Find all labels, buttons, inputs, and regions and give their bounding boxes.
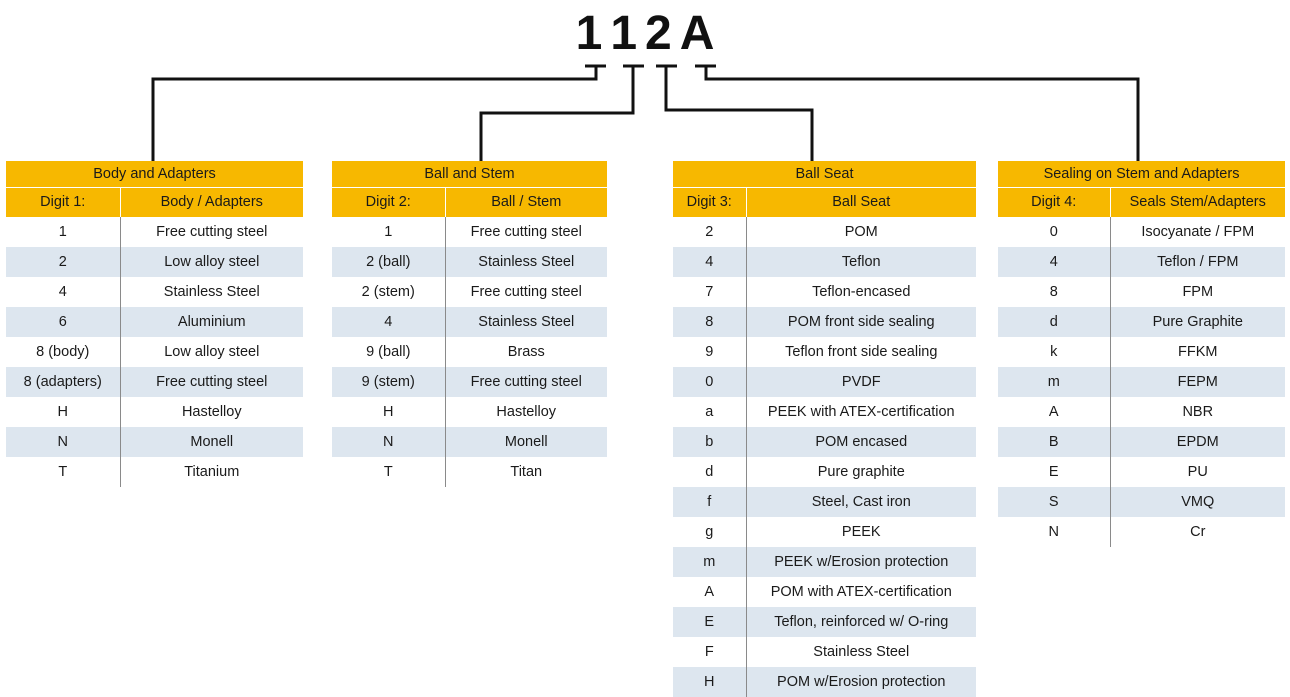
digit-code-cell: 2 (ball) (332, 247, 445, 277)
column-header-material: Body / Adapters (120, 188, 303, 218)
digit-code-cell: d (998, 307, 1110, 337)
digit-code-cell: H (332, 397, 445, 427)
code-digit-1: 1 (575, 7, 603, 60)
table-row (332, 427, 607, 457)
digit-code-cell: A (998, 397, 1110, 427)
table-title: Ball Seat (673, 161, 976, 188)
material-cell: Steel, Cast iron (746, 487, 976, 517)
material-cell: Aluminium (120, 307, 303, 337)
table-row (673, 277, 976, 307)
digit-code-cell: N (332, 427, 445, 457)
body-adapters-table (6, 161, 303, 487)
digit-code-cell: 8 (998, 277, 1110, 307)
table-row (673, 487, 976, 517)
table-row (998, 487, 1285, 517)
ball-stem-table (332, 161, 607, 487)
table-row (998, 217, 1285, 247)
table-row (332, 367, 607, 397)
sealing-stem-adapters-table (998, 161, 1285, 547)
table-row (673, 517, 976, 547)
table-row (332, 307, 607, 337)
material-cell: Low alloy steel (120, 247, 303, 277)
table-row (332, 217, 607, 247)
digit-code-cell: 9 (673, 337, 746, 367)
table-row (6, 367, 303, 397)
table-row (673, 457, 976, 487)
table-row (998, 277, 1285, 307)
table-row (332, 277, 607, 307)
material-cell: Free cutting steel (445, 217, 607, 247)
table-row (673, 427, 976, 457)
material-cell: POM with ATEX-certification (746, 577, 976, 607)
digit-code-cell: 2 (6, 247, 120, 277)
table-row (6, 247, 303, 277)
table-row (998, 427, 1285, 457)
connector-digit-4 (706, 66, 1138, 161)
material-cell: PEEK with ATEX-certification (746, 397, 976, 427)
material-cell: Free cutting steel (120, 367, 303, 397)
digit-code-cell: T (332, 457, 445, 487)
table-row (998, 307, 1285, 337)
digit-code-cell: N (998, 517, 1110, 547)
table-row (673, 397, 976, 427)
digit-code-cell: 8 (673, 307, 746, 337)
material-cell: PEEK (746, 517, 976, 547)
digit-code-cell: 4 (332, 307, 445, 337)
digit-code-cell: H (673, 667, 746, 697)
table-row (673, 607, 976, 637)
table-row (332, 457, 607, 487)
digit-code-cell: a (673, 397, 746, 427)
material-cell: FEPM (1110, 367, 1285, 397)
digit-code-cell: 1 (332, 217, 445, 247)
material-cell: Free cutting steel (445, 367, 607, 397)
digit-code-cell: 9 (stem) (332, 367, 445, 397)
table-row (6, 307, 303, 337)
table-row (673, 637, 976, 667)
table-row (6, 337, 303, 367)
column-header-material: Seals Stem/Adapters (1110, 188, 1285, 218)
material-cell: NBR (1110, 397, 1285, 427)
material-cell: Hastelloy (120, 397, 303, 427)
material-cell: Brass (445, 337, 607, 367)
table-row (6, 397, 303, 427)
digit-code-cell: A (673, 577, 746, 607)
digit-code-cell: 4 (6, 277, 120, 307)
material-cell: POM encased (746, 427, 976, 457)
table-row (6, 217, 303, 247)
table-row (673, 367, 976, 397)
code-digit-3: 2 (645, 7, 672, 60)
table-row (998, 247, 1285, 277)
digit-code-cell: 7 (673, 277, 746, 307)
table-row (673, 547, 976, 577)
digit-code-cell: 2 (stem) (332, 277, 445, 307)
digit-code-cell: 4 (673, 247, 746, 277)
table-row (6, 277, 303, 307)
table-row (998, 337, 1285, 367)
material-cell: Monell (120, 427, 303, 457)
material-cell: FFKM (1110, 337, 1285, 367)
material-cell: POM w/Erosion protection (746, 667, 976, 697)
material-cell: PEEK w/Erosion protection (746, 547, 976, 577)
digit-code-cell: N (6, 427, 120, 457)
digit-code-cell: 1 (6, 217, 120, 247)
digit-code-cell: 4 (998, 247, 1110, 277)
material-cell: Pure graphite (746, 457, 976, 487)
table-row (6, 427, 303, 457)
table-row (673, 247, 976, 277)
digit-code-cell: E (998, 457, 1110, 487)
digit-code-cell: 6 (6, 307, 120, 337)
table-row (6, 457, 303, 487)
ball-seat-table (673, 161, 976, 697)
digit-code-cell: m (998, 367, 1110, 397)
material-cell: Free cutting steel (120, 217, 303, 247)
digit-code-cell: k (998, 337, 1110, 367)
material-cell: Teflon (746, 247, 976, 277)
table-row (673, 337, 976, 367)
material-cell: POM front side sealing (746, 307, 976, 337)
table-title: Sealing on Stem and Adapters (998, 161, 1285, 188)
digit-code-cell: S (998, 487, 1110, 517)
table-title: Body and Adapters (6, 161, 303, 188)
code-digit-4: A (679, 7, 715, 60)
material-cell: Stainless Steel (445, 247, 607, 277)
table-row (332, 247, 607, 277)
material-cell: Monell (445, 427, 607, 457)
table-row (673, 217, 976, 247)
column-header-digit: Digit 3: (673, 188, 746, 218)
material-cell: Hastelloy (445, 397, 607, 427)
digit-code-cell: B (998, 427, 1110, 457)
digit-code-cell: 9 (ball) (332, 337, 445, 367)
digit-code-cell: 0 (673, 367, 746, 397)
column-header-digit: Digit 4: (998, 188, 1110, 218)
material-cell: Stainless Steel (445, 307, 607, 337)
digit-code-cell: T (6, 457, 120, 487)
material-cell: Stainless Steel (120, 277, 303, 307)
material-cell: Isocyanate / FPM (1110, 217, 1285, 247)
digit-code-cell: E (673, 607, 746, 637)
table-row (998, 367, 1285, 397)
material-cell: PVDF (746, 367, 976, 397)
column-header-digit: Digit 1: (6, 188, 120, 218)
material-cell: FPM (1110, 277, 1285, 307)
table-row (998, 397, 1285, 427)
material-cell: Teflon-encased (746, 277, 976, 307)
digit-code-cell: d (673, 457, 746, 487)
column-header-material: Ball Seat (746, 188, 976, 218)
digit-code-cell: f (673, 487, 746, 517)
table-row (332, 397, 607, 427)
column-header-digit: Digit 2: (332, 188, 445, 218)
material-cell: EPDM (1110, 427, 1285, 457)
material-cell: PU (1110, 457, 1285, 487)
table-row (673, 667, 976, 697)
material-cell: Cr (1110, 517, 1285, 547)
table-row (673, 577, 976, 607)
digit-code-cell: 8 (body) (6, 337, 120, 367)
table-title: Ball and Stem (332, 161, 607, 188)
material-cell: Titanium (120, 457, 303, 487)
table-row (673, 307, 976, 337)
material-cell: Teflon front side sealing (746, 337, 976, 367)
digit-code-cell: b (673, 427, 746, 457)
digit-code-cell: g (673, 517, 746, 547)
material-cell: VMQ (1110, 487, 1285, 517)
digit-code-cell: F (673, 637, 746, 667)
material-cell: Pure Graphite (1110, 307, 1285, 337)
material-cell: POM (746, 217, 976, 247)
table-row (998, 457, 1285, 487)
material-cell: Stainless Steel (746, 637, 976, 667)
digit-code-cell: m (673, 547, 746, 577)
material-cell: Free cutting steel (445, 277, 607, 307)
digit-code-cell: 0 (998, 217, 1110, 247)
digit-code-cell: H (6, 397, 120, 427)
digit-code-cell: 8 (adapters) (6, 367, 120, 397)
digit-code-cell: 2 (673, 217, 746, 247)
code-digit-2: 1 (610, 7, 638, 60)
material-cell: Titan (445, 457, 607, 487)
material-cell: Low alloy steel (120, 337, 303, 367)
table-row (332, 337, 607, 367)
material-cell: Teflon, reinforced w/ O-ring (746, 607, 976, 637)
table-row (998, 517, 1285, 547)
material-cell: Teflon / FPM (1110, 247, 1285, 277)
column-header-material: Ball / Stem (445, 188, 607, 218)
